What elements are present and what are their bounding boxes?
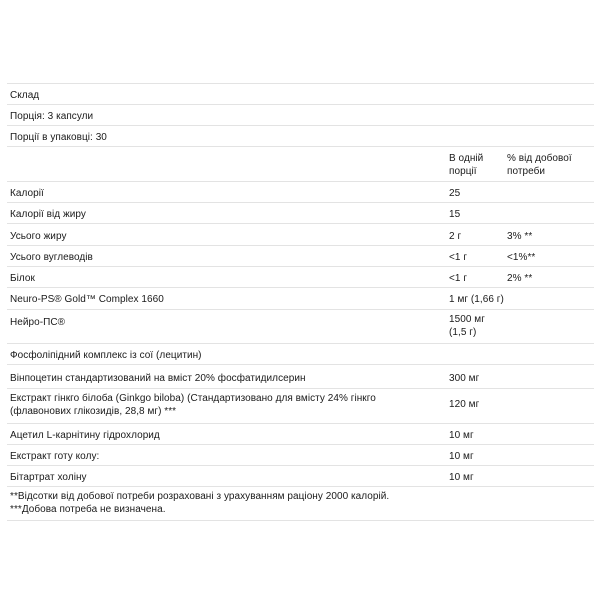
ingredient-amount: 120 мг — [449, 399, 480, 410]
nutrient-amount: 15 — [449, 209, 461, 220]
header-daily-value: % від добової потреби — [507, 153, 572, 177]
ingredient-name: Вінпоцетин стандартизований на вміст 20% фосфатидилсерин — [10, 373, 306, 384]
table-row — [7, 465, 594, 486]
footnote-daily-value: **Відсотки від добової потреби розраховані з урахуванням раціону 2000 калорій. — [10, 491, 390, 502]
table-row — [7, 181, 594, 202]
table-row — [7, 266, 594, 287]
nutrient-amount: <1 г — [449, 273, 468, 284]
table-row — [7, 343, 594, 364]
ingredient-amount: 10 мг — [449, 472, 474, 483]
table-row — [7, 444, 594, 465]
ingredient-amount: 1500 мг (1,5 г) — [449, 314, 485, 338]
table-row — [7, 245, 594, 266]
ingredient-amount: 300 мг — [449, 373, 480, 384]
table-bottom-border — [7, 520, 594, 521]
nutrient-name: Калорії від жиру — [10, 209, 86, 220]
ingredient-name: Бітартрат холіну — [10, 472, 87, 483]
table-row — [7, 364, 594, 388]
ingredient-name: Ацетил L-карнітину гідрохлорид — [10, 430, 160, 441]
table-row — [7, 202, 594, 223]
serving-size: Порція: 3 капсули — [10, 111, 94, 122]
nutrient-dv: 3% ** — [507, 231, 533, 242]
footnote-not-established: ***Добова потреба не визначена. — [10, 504, 166, 515]
nutrient-name: Білок — [10, 273, 35, 284]
ingredient-name: Нейро-ПС® — [10, 317, 66, 328]
ingredient-amount: 1 мг (1,66 г) — [449, 294, 504, 305]
header-amount: В одній порції — [449, 153, 484, 177]
title-row — [7, 83, 594, 104]
nutrient-dv: 2% ** — [507, 273, 533, 284]
table-row — [7, 388, 594, 423]
servings-per-container: Порції в упаковці: 30 — [10, 132, 107, 143]
nutrient-amount: 25 — [449, 188, 461, 199]
serving-row — [7, 104, 594, 125]
nutrient-name: Усього жиру — [10, 231, 67, 242]
nutrient-dv: <1%** — [507, 252, 536, 263]
ingredient-amount: 10 мг — [449, 451, 474, 462]
ingredient-amount: 10 мг — [449, 430, 474, 441]
nutrient-amount: <1 г — [449, 252, 468, 263]
footnotes-row — [7, 486, 594, 520]
nutrient-amount: 2 г — [449, 231, 462, 242]
table-row — [7, 223, 594, 245]
table-row — [7, 287, 594, 309]
ingredient-name: Екстракт гінкго білоба (Ginkgo biloba) (Стандартизовано для вмісту 24% гінкго (флавонових глікозидів, 28,8 мг) *** — [10, 393, 376, 417]
ingredient-name: Neuro-PS® Gold™ Complex 1660 — [10, 294, 164, 305]
nutrient-name: Калорії — [10, 188, 44, 199]
ingredient-name: Екстракт готу колу: — [10, 451, 100, 462]
table-title: Склад — [10, 90, 40, 101]
servings-per-container-row — [7, 125, 594, 146]
table-row — [7, 423, 594, 444]
ingredient-name: Фосфоліпідний комплекс із сої (лецитин) — [10, 350, 202, 361]
nutrient-name: Усього вуглеводів — [10, 252, 93, 263]
header-row — [7, 146, 594, 181]
table-row — [7, 309, 594, 343]
